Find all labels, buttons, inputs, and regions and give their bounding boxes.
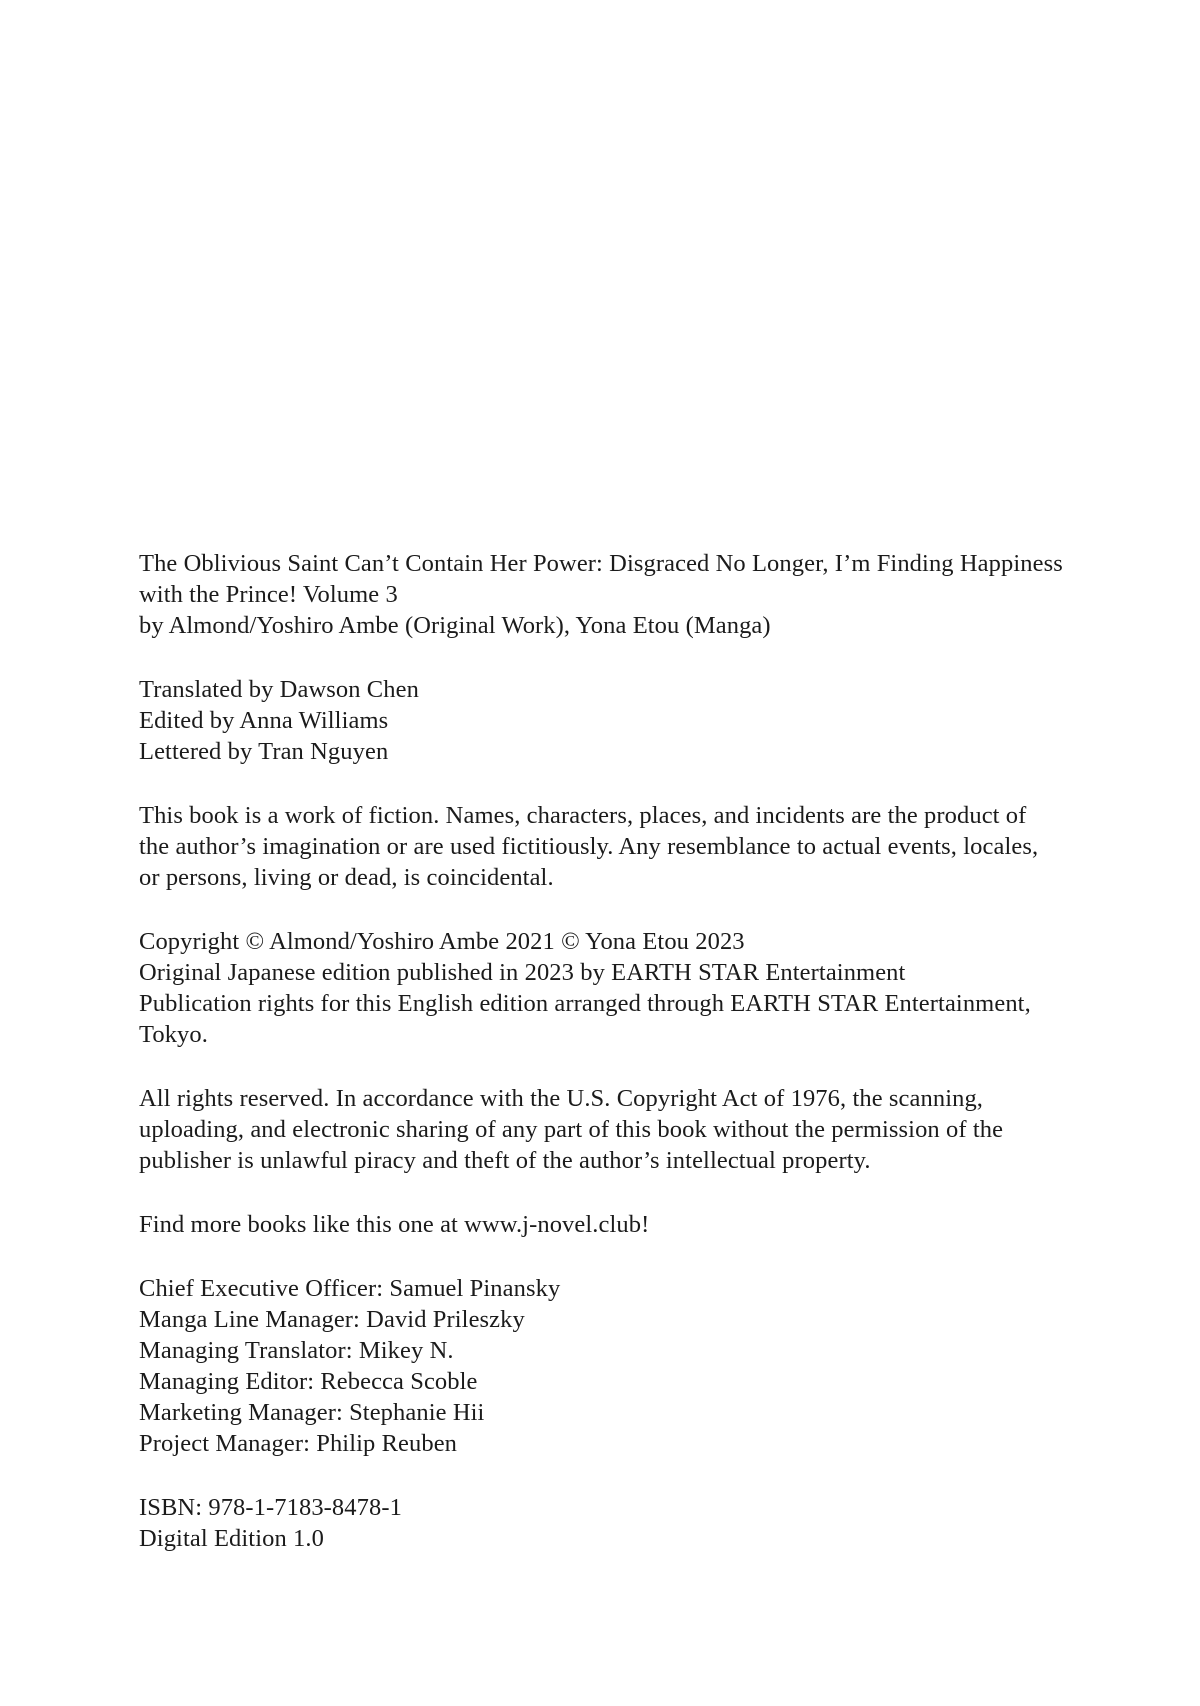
disclaimer-line-3: or persons, living or dead, is coincidental. [139, 864, 554, 891]
book-title-line-2: with the Prince! Volume 3 [139, 581, 398, 608]
colophon-text [139, 548, 1149, 1554]
isbn-line: ISBN: 978-1-7183-8478-1 [139, 1494, 402, 1521]
managing-translator-line: Managing Translator: Mikey N. [139, 1337, 454, 1364]
project-manager-line: Project Manager: Philip Reuben [139, 1430, 458, 1457]
rights-reserved-block [139, 1083, 1149, 1176]
manga-line-manager-line: Manga Line Manager: David Prileszky [139, 1306, 525, 1333]
original-edition-line: Original Japanese edition published in 2023 by EARTH STAR Entertainment [139, 959, 906, 986]
translator-credit: Translated by Dawson Chen [139, 676, 419, 703]
copyright-block [139, 926, 1149, 1050]
find-more-block [139, 1209, 1149, 1240]
letterer-credit: Lettered by Tran Nguyen [139, 738, 389, 765]
rights-line-1: All rights reserved. In accordance with the U.S. Copyright Act of 1976, the scanning, [139, 1085, 984, 1112]
credits-block [139, 674, 1149, 767]
digital-edition-line: Digital Edition 1.0 [139, 1525, 324, 1552]
book-title-block [139, 548, 1149, 641]
website-line: Find more books like this one at www.j-novel.club! [139, 1211, 650, 1238]
staff-block [139, 1273, 1149, 1459]
rights-line-3: publisher is unlawful piracy and theft of the author’s intellectual property. [139, 1147, 871, 1174]
disclaimer-line-1: This book is a work of fiction. Names, characters, places, and incidents are the product of [139, 802, 1027, 829]
disclaimer-line-2: the author’s imagination or are used fictitiously. Any resemblance to actual events, locales, [139, 833, 1039, 860]
managing-editor-line: Managing Editor: Rebecca Scoble [139, 1368, 478, 1395]
editor-credit: Edited by Anna Williams [139, 707, 389, 734]
book-title-line-1: The Oblivious Saint Can’t Contain Her Power: Disgraced No Longer, I’m Finding Happiness [139, 550, 1063, 577]
book-author-line: by Almond/Yoshiro Ambe (Original Work), Yona Etou (Manga) [139, 612, 771, 639]
publication-rights-line-1: Publication rights for this English edition arranged through EARTH STAR Entertainment, [139, 990, 1031, 1017]
fiction-disclaimer-block [139, 800, 1149, 893]
edition-block [139, 1492, 1149, 1554]
rights-line-2: uploading, and electronic sharing of any part of this book without the permission of the [139, 1116, 1004, 1143]
marketing-manager-line: Marketing Manager: Stephanie Hii [139, 1399, 485, 1426]
ceo-line: Chief Executive Officer: Samuel Pinansky [139, 1275, 561, 1302]
copyright-line: Copyright © Almond/Yoshiro Ambe 2021 © Yona Etou 2023 [139, 928, 745, 955]
publication-rights-line-2: Tokyo. [139, 1021, 208, 1048]
